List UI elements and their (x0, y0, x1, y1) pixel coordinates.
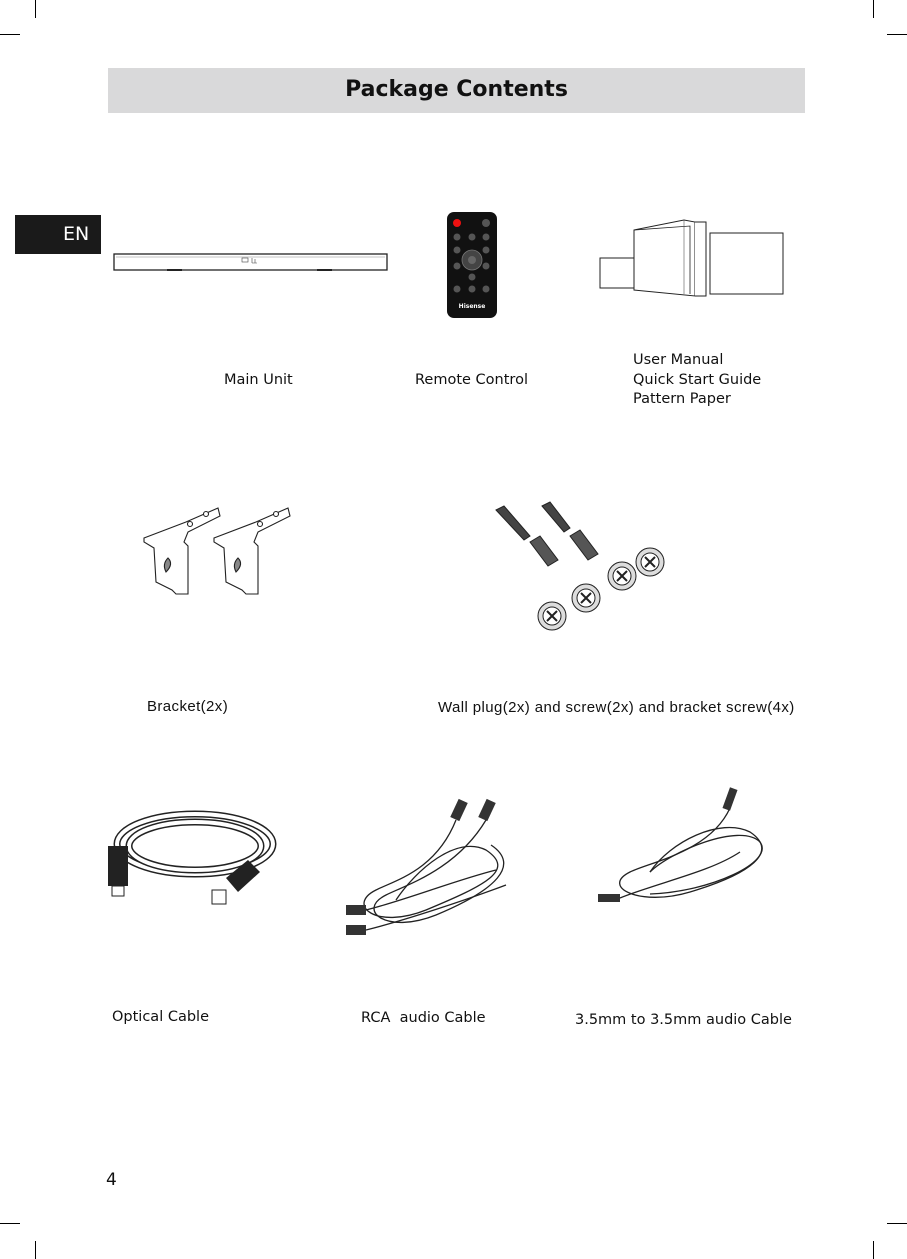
rca-cable-label: RCA audio Cable (361, 1010, 486, 1026)
crop-mark (35, 1241, 36, 1259)
crop-mark (0, 34, 20, 35)
screws-illustration (490, 500, 670, 635)
crop-mark (35, 0, 36, 18)
language-tab (15, 215, 101, 254)
screws-label: Wall plug(2x) and screw(2x) and bracket screw(4x) (438, 699, 795, 716)
page-title: Package Contents (345, 77, 568, 102)
pattern-paper-label: Pattern Paper (633, 391, 731, 407)
crop-mark (887, 34, 907, 35)
crop-mark (0, 1223, 20, 1224)
language-label: EN (63, 223, 90, 245)
remote-control-illustration (445, 210, 499, 320)
remote-brand-text: Hisense (458, 303, 486, 310)
rca-cable-illustration (336, 790, 516, 940)
optical-cable-label: Optical Cable (112, 1009, 209, 1025)
title-bar (108, 68, 805, 113)
remote-control-label: Remote Control (415, 372, 528, 388)
brackets-illustration (136, 502, 296, 598)
aux-cable-label: 3.5mm to 3.5mm audio Cable (575, 1012, 792, 1028)
quick-start-guide-label: Quick Start Guide (633, 372, 762, 388)
main-unit-label: Main Unit (224, 372, 293, 388)
optical-cable-illustration (100, 806, 280, 916)
bracket-label: Bracket(2x) (147, 698, 229, 715)
crop-mark (873, 0, 874, 18)
crop-mark (887, 1223, 907, 1224)
aux-cable-illustration (590, 782, 775, 914)
page-number: 4 (106, 1170, 117, 1190)
crop-mark (873, 1241, 874, 1259)
main-unit-illustration (112, 250, 390, 275)
user-manual-label: User Manual (633, 352, 724, 368)
documents-illustration (598, 216, 788, 300)
